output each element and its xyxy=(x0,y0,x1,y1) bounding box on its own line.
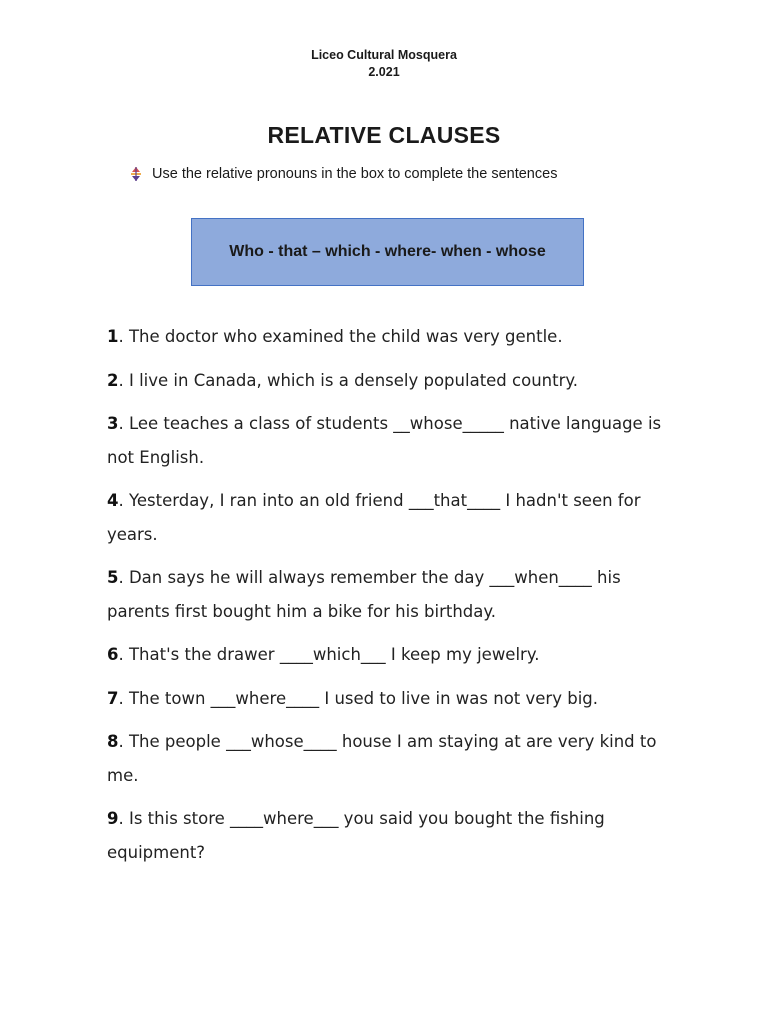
question-number: 9 xyxy=(107,809,119,828)
question-number: 5 xyxy=(107,568,119,587)
question-text: . Is this store ____where___ you said you bought the fishing equipment? xyxy=(107,809,605,862)
question-item xyxy=(107,407,667,474)
question-item xyxy=(107,638,667,672)
question-item xyxy=(107,682,667,716)
question-number: 3 xyxy=(107,414,119,433)
question-item xyxy=(107,561,667,628)
question-text: . Yesterday, I ran into an old friend ___that____ I hadn't seen for years. xyxy=(107,491,641,544)
pronoun-list: Who - that – which - where- when - whose xyxy=(229,243,546,260)
question-text: . Dan says he will always remember the day ___when____ his parents first bought him a bike for his birthday. xyxy=(107,568,621,621)
question-text: . Lee teaches a class of students __whose_____ native language is not English. xyxy=(107,414,662,467)
instruction-text: Use the relative pronouns in the box to complete the sentences xyxy=(152,166,558,182)
question-number: 1 xyxy=(107,327,119,346)
school-name: Liceo Cultural Mosquera xyxy=(311,48,457,62)
question-number: 6 xyxy=(107,645,119,664)
school-year: 2.021 xyxy=(368,65,400,79)
question-text: . The people ___whose____ house I am staying at are very kind to me. xyxy=(107,732,657,785)
document-header xyxy=(0,47,768,81)
question-number: 8 xyxy=(107,732,119,751)
question-item xyxy=(107,725,667,792)
question-text: . The doctor who examined the child was very gentle. xyxy=(118,327,563,346)
question-item xyxy=(107,484,667,551)
question-text: . The town ___where____ I used to live in was not very big. xyxy=(118,688,598,708)
question-item xyxy=(107,320,667,354)
pronoun-box xyxy=(191,218,584,286)
page-title: RELATIVE CLAUSES xyxy=(267,122,501,148)
question-text: . That's the drawer ____which___ I keep my jewelry. xyxy=(118,645,540,664)
question-item xyxy=(107,364,667,398)
question-text: . I live in Canada, which is a densely populated country. xyxy=(118,370,579,390)
question-number: 4 xyxy=(107,491,119,510)
instruction-line xyxy=(128,166,688,182)
question-list xyxy=(107,320,667,879)
question-number: 2 xyxy=(107,370,119,390)
question-number: 7 xyxy=(107,688,119,708)
question-item xyxy=(107,802,667,869)
bullet-arrow-icon xyxy=(128,166,144,182)
